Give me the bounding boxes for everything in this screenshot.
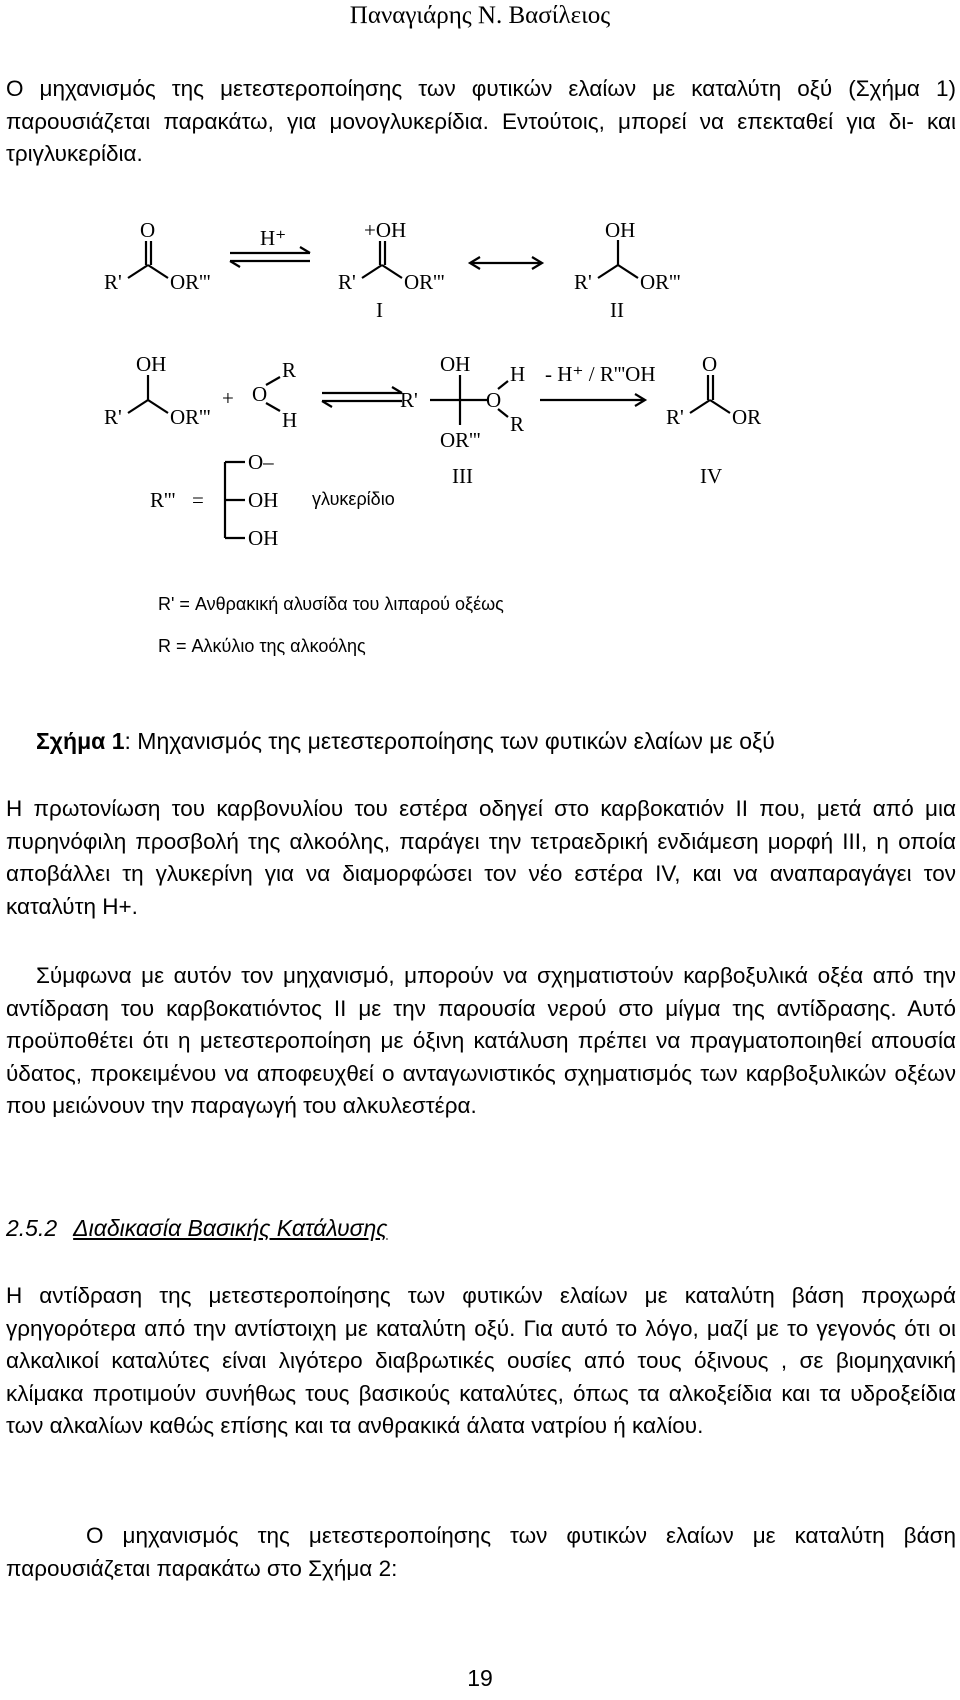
carbocation-II-r1: R' <box>574 270 592 294</box>
intermediate-III-oh: OH <box>440 352 471 376</box>
intermediate-I-or3: OR''' <box>404 270 445 294</box>
ester-or3: OR''' <box>170 270 211 294</box>
glyceride-o: O– <box>248 450 274 474</box>
intermediate-III-r: R <box>510 412 525 436</box>
intro-paragraph: Ο μηχανισμός της μετεστεροποίησης των φυτικών ελαίων με καταλύτη οξύ (Σχήμα 1) παρουσιάζεται παρακάτω, για μονογλυκερίδια. Εντούτοις, μπορεί να επεκταθεί για δι- και τριγλυκερίδια. <box>6 76 956 166</box>
glyceride-label: γλυκερίδιο <box>312 489 395 509</box>
paragraph-scheme2-intro-text: Ο μηχανισμός της μετεστεροποίησης των φυτικών ελαίων με καταλύτη βάση παρουσιάζεται παρακάτω στο Σχήμα 2: <box>6 1523 956 1581</box>
elimination-label: - H⁺ / R'''OH <box>545 362 656 386</box>
page-number: 19 <box>467 1665 493 1691</box>
section-title: Διαδικασία Βασικής Κατάλυσης <box>73 1215 388 1241</box>
paragraph-protonation: Η πρωτονίωση του καρβονυλίου του εστέρα οδηγεί στο καρβοκατιόν II που, μετά από μια πυρηνόφιλη προσβολή της αλκοόλης, παράγει την τετραεδρική ενδιάμεση μορφή III, η οποία αποβάλλει τη γλυκερίνη για να διαμορφώσει τον νέο εστέρα IV, και να αναπαραγάγει τον καταλύτη H+. <box>6 796 956 919</box>
product-IV-oxygen: O <box>702 352 718 376</box>
paragraph-base-catalysis: Η αντίδραση της μετεστεροποίησης των φυτικών ελαίων με καταλύτη βάση προχωρά γρηγορότερα από την αντίστοιχη με καταλύτη οξύ. Για αυτό το λόγο, μαζί με το γεγονός ότι οι αλκαλικοί καταλύτες είναι λιγότερο διαβρωτικές ουσίες από τους όξινους , σε βιομηχανική κλίμακα προτιμούν συνήθως τους βασικούς καταλύτες, όπως τα αλκοξείδια και τα υδροξείδια των αλκαλίων καθώς επίσης και τα ανθρακικά άλατα νατρίου ή καλίου. <box>6 1283 956 1438</box>
glyceride-equals: = <box>192 488 204 512</box>
ester-oxygen: O <box>140 218 156 242</box>
alcohol-oxygen: O <box>252 382 268 406</box>
figure-caption <box>36 728 775 755</box>
figure-caption-text: : Μηχανισμός της μετεστεροποίησης των φυτικών ελαίων με οξύ <box>124 728 775 754</box>
h-plus-label: H⁺ <box>260 226 287 250</box>
ester-r1: R' <box>104 270 122 294</box>
section-number: 2.5.2 <box>6 1215 58 1241</box>
label-III: III <box>452 464 473 488</box>
plus-sign: + <box>222 386 234 410</box>
alcohol-r: R <box>282 358 297 382</box>
paragraph-scheme2-intro <box>6 1520 956 1585</box>
label-IV: IV <box>700 464 723 488</box>
legend-r: R = Αλκύλιο της αλκοόλης <box>158 636 366 656</box>
carbocation-II-or3: OR''' <box>640 270 681 294</box>
intermediate-III-or3: OR''' <box>440 428 481 452</box>
alcohol-h: H <box>282 408 298 432</box>
intermediate-III-h: H <box>510 362 526 386</box>
product-IV-or: OR <box>732 405 762 429</box>
acid-catalysis-mechanism-scheme <box>100 215 860 715</box>
carbocation-oh: OH <box>136 352 167 376</box>
glyceride-oh-1: OH <box>248 488 279 512</box>
section-heading <box>6 1215 387 1242</box>
carbocation-II-oh: OH <box>605 218 636 242</box>
label-II: II <box>610 298 624 322</box>
legend-r1: R' = Ανθρακική αλυσίδα του λιπαρού οξέως <box>158 594 504 614</box>
intermediate-III-r1: R' <box>400 388 418 412</box>
intermediate-III-oxygen: O <box>486 388 502 412</box>
page-header-author: Παναγιάρης Ν. Βασίλειος <box>349 2 611 29</box>
glyceride-r3: R''' <box>150 488 176 512</box>
intermediate-I-r1: R' <box>338 270 356 294</box>
protonated-oh: +OH <box>364 218 407 242</box>
paragraph-mechanism-water <box>6 960 956 1123</box>
glyceride-oh-2: OH <box>248 526 279 550</box>
product-IV-r1: R' <box>666 405 684 429</box>
carbocation-or3: OR''' <box>170 405 211 429</box>
paragraph-mechanism-water-text: Σύμφωνα με αυτόν τον μηχανισμό, μπορούν να σχηματιστούν καρβοξυλικά οξέα από την αντίδραση του καρβοκατιόντος II με την παρουσία νερού στο μίγμα της αντίδρασης. Αυτό προϋποθέτει ότι η μετεστεροποίηση με όξινη κατάλυση πρέπει να πραγματοποιηθεί απουσία ύδατος, προκειμένου να αποφευχθεί ο ανταγωνιστικός σχηματισμός των καρβοξυλικών οξέων που μειώνουν την παραγωγή του αλκυλεστέρα. <box>6 963 956 1118</box>
figure-caption-label: Σχήμα 1 <box>36 728 125 754</box>
carbocation-r1: R' <box>104 405 122 429</box>
label-I: I <box>376 298 383 322</box>
